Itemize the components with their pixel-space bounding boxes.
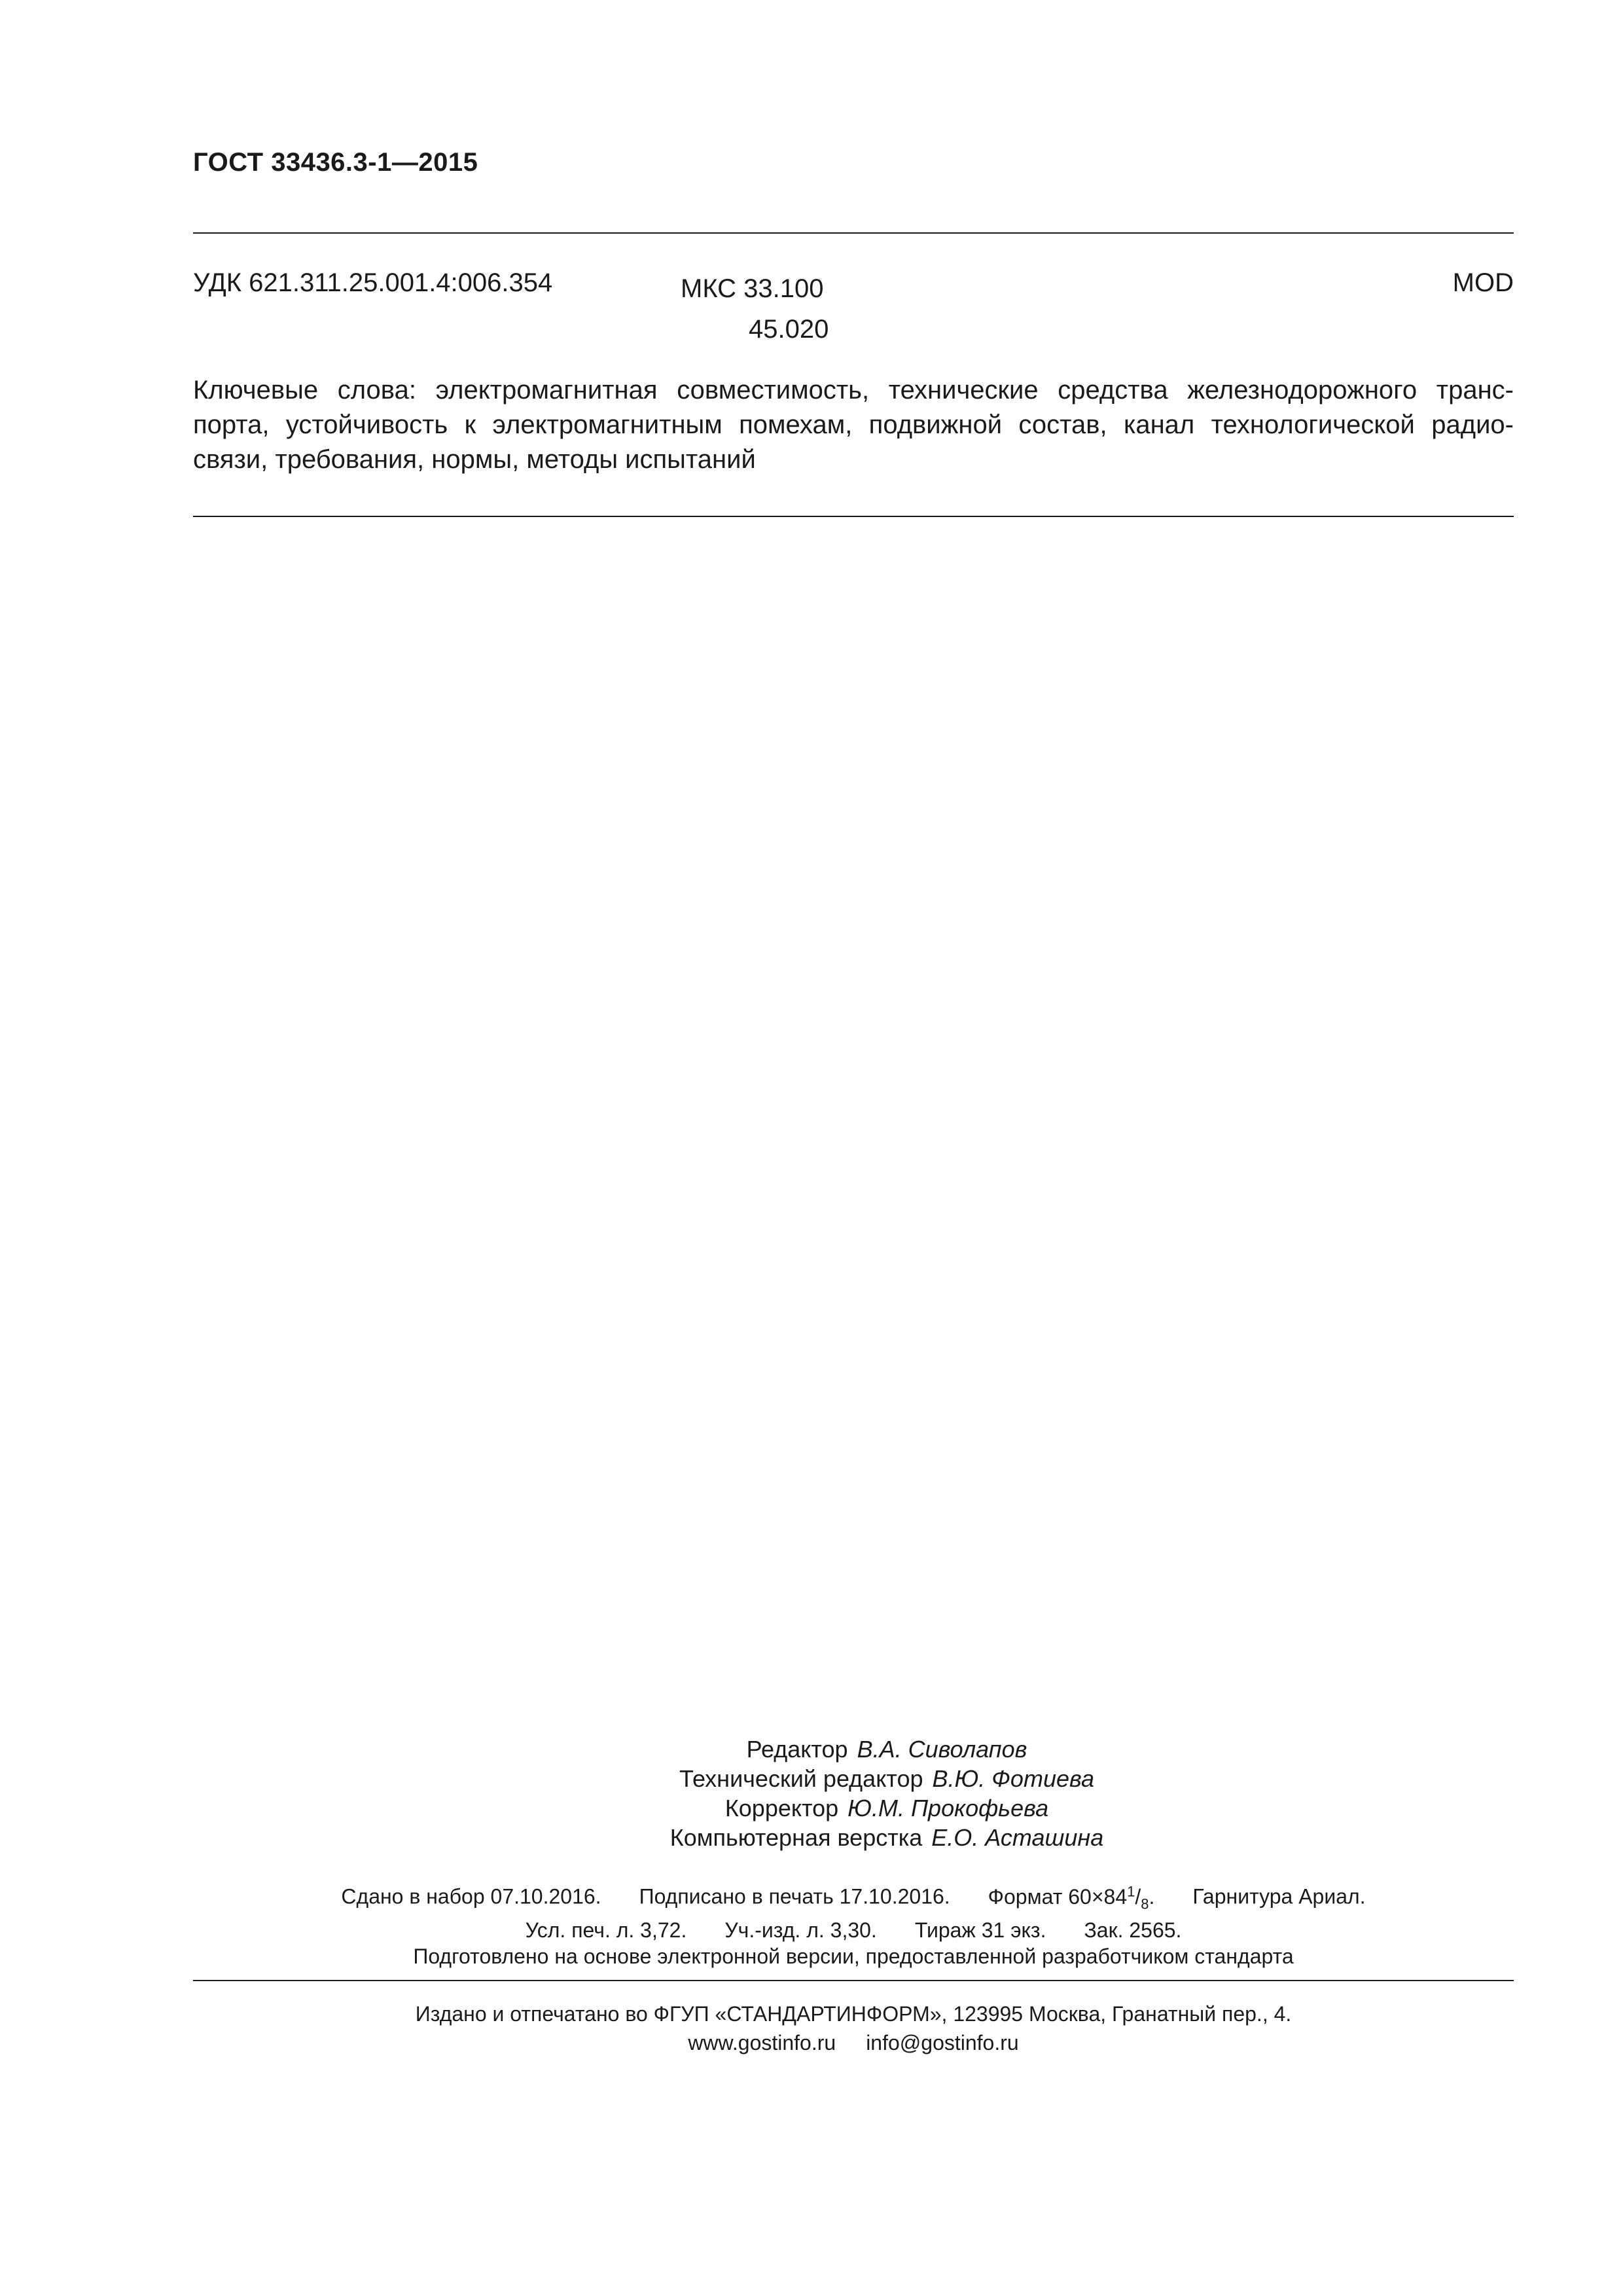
credit-person: В.А. Сиволапов <box>857 1736 1027 1763</box>
imprint-copies: Тираж 31 экз. <box>914 1918 1046 1943</box>
imprint-typeface: Гарнитура Ариал. <box>1192 1884 1366 1909</box>
keywords-line-2: порта, устойчивость к электромагнитным помехам, подвижной состав, канал технологической радио- <box>193 410 1514 439</box>
credit-person: Е.О. Асташина <box>931 1824 1104 1851</box>
credit-layout <box>458 1823 1315 1852</box>
imprint-row-2 <box>193 1917 1514 1943</box>
keywords-line-3: связи, требования, нормы, методы испытаний <box>193 445 756 474</box>
document-code: ГОСТ 33436.3-1—2015 <box>193 148 478 177</box>
credit-role: Корректор <box>724 1795 839 1821</box>
publisher-block <box>193 2000 1514 2057</box>
publisher-email-link[interactable]: info@gostinfo.ru <box>866 2031 1019 2054</box>
imprint-pub-sheets: Уч.-изд. л. 3,30. <box>724 1918 877 1943</box>
imprint-block <box>193 1878 1514 1969</box>
top-divider <box>193 232 1514 234</box>
imprint-print-sheets: Усл. печ. л. 3,72. <box>525 1918 687 1943</box>
credit-role: Редактор <box>746 1736 848 1763</box>
credit-person: В.Ю. Фотиева <box>932 1765 1095 1792</box>
keywords-line-1: Ключевые слова: электромагнитная совместимость, технические средства железнодорожного транс- <box>193 376 1514 404</box>
imprint-signed: Подписано в печать 17.10.2016. <box>639 1884 950 1909</box>
mks-code-primary: МКС 33.100 <box>681 274 824 303</box>
imprint-format: Формат $60\times 84^1/_8$. <box>988 1883 1155 1912</box>
keywords-paragraph <box>193 373 1514 477</box>
publisher-website-link[interactable]: www.gostinfo.ru <box>688 2031 836 2054</box>
mks-codes <box>681 268 829 350</box>
udk-code: УДК 621.311.25.001.4:006.354 <box>193 268 553 297</box>
publisher-divider <box>193 1980 1514 1981</box>
imprint-prepared: Подготовлено на основе электронной версии, предоставленной разработчиком стандарта <box>413 1945 1294 1969</box>
imprint-row-1 <box>193 1878 1514 1917</box>
keywords-divider <box>193 516 1514 517</box>
modification-flag: MOD <box>1452 268 1514 297</box>
credit-role: Компьютерная верстка <box>669 1824 923 1851</box>
imprint-submitted: Сдано в набор 07.10.2016. <box>341 1884 601 1909</box>
credit-editor <box>458 1734 1315 1764</box>
credit-technical-editor <box>458 1764 1315 1793</box>
credit-person: Ю.М. Прокофьева <box>847 1795 1049 1821</box>
imprint-order: Зак. 2565. <box>1084 1918 1182 1943</box>
credits-block <box>458 1734 1315 1852</box>
credit-role: Технический редактор <box>679 1765 923 1792</box>
mks-code-secondary: 45.020 <box>749 315 829 344</box>
publisher-contacts <box>193 2028 1514 2057</box>
credit-proofreader <box>458 1793 1315 1823</box>
publisher-address: Издано и отпечатано во ФГУП «СТАНДАРТИНФОРМ», 123995 Москва, Гранатный пер., 4. <box>415 2002 1292 2026</box>
